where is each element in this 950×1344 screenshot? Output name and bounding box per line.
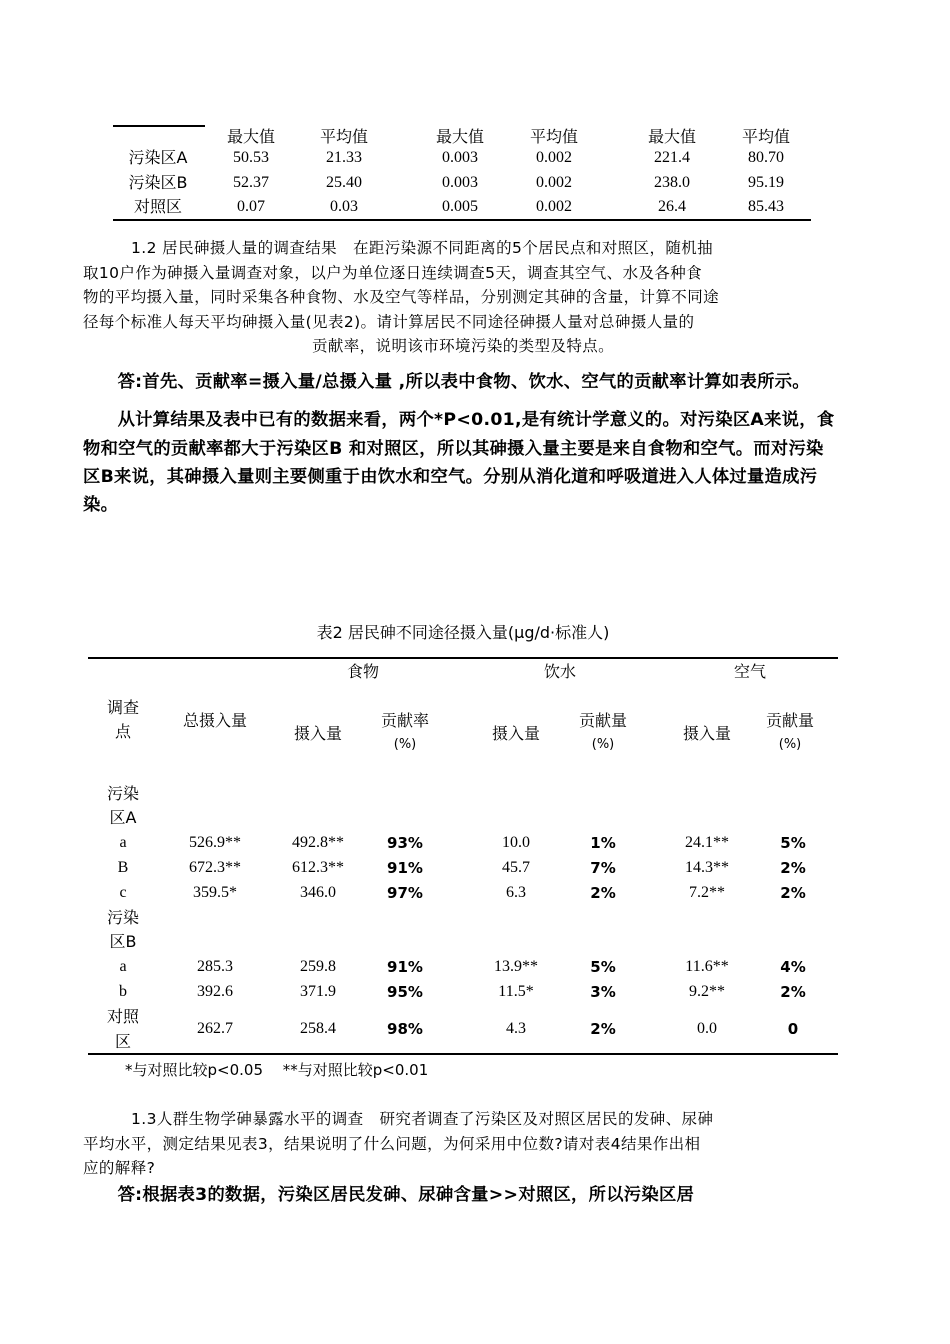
table1-row-label: 对照区: [133, 197, 182, 216]
table2-group-label-a: 污染: [106, 784, 139, 803]
table2-cell-water-rate: 7%: [590, 859, 616, 877]
section-1-2-question: [83, 236, 843, 359]
table2-header-rate: 贡献率: [380, 711, 429, 730]
section-1-2-line: 取10户作为砷摄入量调查对象，以户为单位逐日连续调查5天，调查其空气、水及各种食: [83, 263, 703, 282]
table1-cell: 0.005: [442, 198, 478, 215]
table1-header-cell: 平均值: [529, 127, 578, 146]
table1-row-label: 污染区B: [128, 173, 188, 192]
table2-group-food: 食物: [346, 662, 379, 681]
table2-header-total: 总摄入量: [182, 711, 247, 730]
table2-header-rate: 贡献量: [765, 711, 814, 730]
table2-cell-food: 346.0: [300, 884, 336, 901]
table2-cell-water-rate: 2%: [590, 884, 616, 902]
table1-cell: 0.07: [237, 198, 265, 215]
table2-site: B: [117, 859, 129, 876]
table2-site: a: [119, 958, 127, 975]
table2-cell-food-rate: 91%: [387, 859, 423, 877]
table1-cell: 0.003: [442, 149, 478, 166]
table1-cell: 25.40: [326, 174, 362, 191]
table2-cell-food: 259.8: [300, 958, 336, 975]
table2-cell-total: 526.9**: [189, 834, 241, 851]
table2-bottom-rule: [88, 1053, 838, 1055]
table1-cell: 0.002: [536, 149, 572, 166]
section-1-3-answer: [83, 1181, 843, 1209]
table2-cell-air: 14.3**: [685, 859, 729, 876]
table1-cell: 85.43: [748, 198, 784, 215]
table2-group-label-b: 区B: [109, 932, 137, 951]
table2-cell-air-rate: 2%: [780, 983, 806, 1001]
table2-cell-total: 262.7: [197, 1020, 233, 1037]
table1-row-label: 污染区A: [128, 148, 188, 167]
table2-cell-air: 7.2**: [689, 884, 725, 901]
answer-paragraph: 答:根据表3的数据，污染区居民发砷、尿砷含量>>对照区，所以污染区居: [117, 1185, 695, 1205]
table1-cell: 238.0: [654, 174, 690, 191]
table1-cell: 50.53: [233, 149, 269, 166]
table2-group-label-b: 污染: [106, 908, 139, 927]
answer-paragraph: 从计算结果及表中已有的数据来看，两个*P<0.01,是有统计学意义的。对污染区A来说，食物和空气的贡献率都大于污染区B 和对照区，所以其砷摄入量主要是来自食物和空气。而对污染区B来说，其砷摄入量则主要侧重于由饮水和空气。分别从消化道和呼吸道进入人体过量造成污染。: [83, 410, 835, 516]
table2-group-label-control: 区: [114, 1032, 131, 1051]
table2-group-label-a: 区A: [109, 808, 137, 827]
section-1-3-line: 1.3人群生物学砷暴露水平的调查 研究者调查了污染区及对照区居民的发砷、尿砷: [131, 1110, 714, 1128]
answer-paragraph: 答:首先、贡献率=摄入量/总摄入量 ,所以表中食物、饮水、空气的贡献率计算如表所示。: [117, 372, 810, 392]
table2-header-pct: (%): [591, 737, 615, 752]
table2-cell-water: 10.0: [502, 834, 530, 851]
table2-cell-total: 672.3**: [189, 859, 241, 876]
table2-header-rate: 贡献量: [578, 711, 627, 730]
table2-cell-air-rate: 0: [787, 1020, 799, 1038]
table2-site: b: [119, 983, 127, 1000]
table1-cell: 0.002: [536, 174, 572, 191]
section-1-2-line: 径每个标准人每天平均砷摄入量(见表2)。请计算居民不同途径砷摄人量对总砷摄人量的: [83, 312, 695, 331]
table2-cell-total: 285.3: [197, 958, 233, 975]
table2-cell-water: 11.5*: [498, 983, 534, 1000]
table2-cell-food: 258.4: [300, 1020, 336, 1037]
table1-header-cell: 平均值: [319, 127, 368, 146]
table1-bottom-rule: [113, 219, 811, 221]
table2-group-label-control: 对照: [106, 1007, 139, 1026]
table2-top-rule: [88, 657, 838, 659]
table2-footnote: *与对照比较p<0.05 **与对照比较p<0.01: [125, 1061, 429, 1079]
table2-cell-food-rate: 98%: [387, 1020, 423, 1038]
table2-header-intake: 摄入量: [491, 724, 540, 743]
answer-block: [83, 368, 838, 519]
table2-cell-air: 0.0: [697, 1020, 717, 1037]
table1-header-cell: 平均值: [741, 127, 790, 146]
table2-cell-food-rate: 97%: [387, 884, 423, 902]
table2-cell-air-rate: 2%: [780, 859, 806, 877]
table2-cell-air: 24.1**: [685, 834, 729, 851]
table1-top-rule: [113, 125, 205, 127]
section-1-3-question: [83, 1107, 843, 1181]
table2-cell-air: 11.6**: [685, 958, 729, 975]
table1-cell: 0.03: [330, 198, 358, 215]
table2-header-intake: 摄入量: [682, 724, 731, 743]
table2-cell-food: 371.9: [300, 983, 336, 1000]
table2-site: a: [119, 834, 127, 851]
table2-cell-food-rate: 93%: [387, 834, 423, 852]
table2-header-intake: 摄入量: [293, 724, 342, 743]
table2-cell-air: 9.2**: [689, 983, 725, 1000]
table2-cell-food: 492.8**: [292, 834, 344, 851]
table2-cell-water-rate: 3%: [590, 983, 616, 1001]
table2-site: c: [119, 884, 127, 901]
table1-cell: 80.70: [748, 149, 784, 166]
table2-cell-water-rate: 5%: [590, 958, 616, 976]
table2-header-pct: (%): [778, 737, 802, 752]
section-1-3-line: 应的解释?: [83, 1159, 156, 1177]
table2-cell-food: 612.3**: [292, 859, 344, 876]
table2-cell-air-rate: 5%: [780, 834, 806, 852]
table2-group-water: 饮水: [543, 662, 576, 681]
table1-header-cell: 最大值: [435, 127, 484, 146]
table1-cell: 221.4: [654, 149, 690, 166]
table1-header-cell: 最大值: [647, 127, 696, 146]
section-1-2-line: 物的平均摄入量，同时采集各种食物、水及空气等样品，分别测定其砷的含量，计算不同途: [83, 288, 720, 306]
section-1-2-line: 贡献率，说明该市环境污染的类型及特点。: [311, 337, 615, 355]
section-1-3-line: 平均水平，测定结果见表3，结果说明了什么问题，为何采用中位数?请对表4结果作出相: [83, 1134, 701, 1153]
table2-cell-water-rate: 1%: [590, 834, 616, 852]
table2-header-site: 调查: [106, 698, 139, 717]
table2-cell-food-rate: 91%: [387, 958, 423, 976]
table2-cell-water: 13.9**: [494, 958, 538, 975]
table1-cell: 52.37: [233, 174, 269, 191]
table1-cell: 21.33: [326, 149, 362, 166]
table2-cell-water-rate: 2%: [590, 1020, 616, 1038]
table2-header-pct: (%): [393, 737, 417, 752]
table2-header-site: 点: [114, 722, 131, 741]
table1-cell: 0.002: [536, 198, 572, 215]
table2-cell-water: 4.3: [506, 1020, 526, 1037]
table2-title: 表2 居民砷不同途径摄入量(μg/d·标准人): [316, 623, 610, 642]
table1-cell: 0.003: [442, 174, 478, 191]
table2-cell-water: 6.3: [506, 884, 526, 901]
table2-cell-total: 359.5*: [193, 884, 237, 901]
table2-cell-air-rate: 4%: [780, 958, 806, 976]
table1-cell: 26.4: [658, 198, 686, 215]
table2-cell-air-rate: 2%: [780, 884, 806, 902]
table2-cell-food-rate: 95%: [387, 983, 423, 1001]
table2-group-air: 空气: [733, 662, 766, 681]
table1-cell: 95.19: [748, 174, 784, 191]
table2-cell-total: 392.6: [197, 983, 233, 1000]
table2-cell-water: 45.7: [502, 859, 530, 876]
section-1-2-line: 1.2 居民砷摄人量的调查结果 在距污染源不同距离的5个居民点和对照区，随机抽: [131, 239, 714, 257]
table1-header-cell: 最大值: [226, 127, 275, 146]
